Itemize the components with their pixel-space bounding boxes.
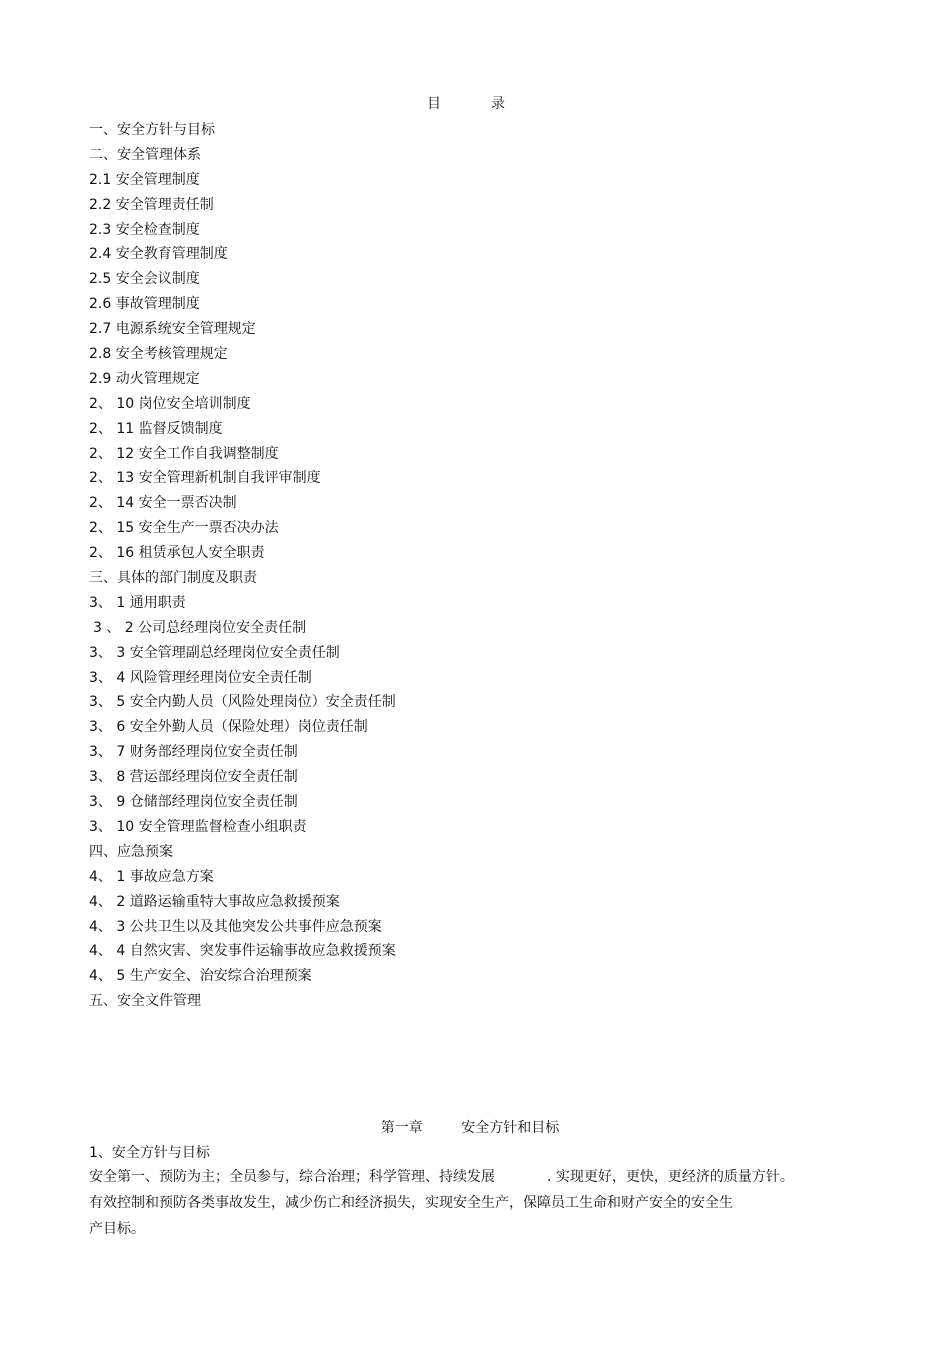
toc-item: 三、具体的部门制度及职责	[89, 570, 257, 587]
toc-item: 一、安全方针与目标	[89, 122, 215, 138]
toc-item: 2、 14 安全一票否决制	[89, 495, 237, 512]
toc-item: 五、安全文件管理	[89, 993, 201, 1010]
toc-item: 2、 12 安全工作自我调整制度	[89, 445, 279, 462]
toc-item: 2.8 安全考核管理规定	[89, 346, 228, 363]
paragraph-goal-end: 产目标。	[89, 1221, 145, 1237]
toc-item: 4、 5 生产安全、治安综合治理预案	[89, 968, 312, 985]
toc-item: 4、 4 自然灾害、突发事件运输事故应急救援预案	[89, 943, 396, 960]
toc-item: 3、 9 仓储部经理岗位安全责任制	[89, 794, 298, 811]
section-heading: 1、安全方针与目标	[89, 1145, 210, 1161]
table-of-contents	[89, 118, 396, 1014]
toc-item: 2.9 动火管理规定	[89, 370, 200, 387]
toc-item: 2、 15 安全生产一票否决办法	[89, 520, 279, 537]
toc-item: 3、 5 安全内勤人员（风险处理岗位）安全责任制	[89, 694, 396, 711]
toc-item: 2、 11 监督反馈制度	[89, 420, 223, 437]
toc-title: 目 录	[427, 96, 523, 112]
paragraph-goal: 有效控制和预防各类事故发生，减少伤亡和经济损失，实现安全生产，保障员工生命和财产安全的安全生	[89, 1195, 733, 1211]
toc-item: 2.4 安全教育管理制度	[89, 246, 228, 263]
toc-item: 2、 16 租赁承包人安全职责	[89, 545, 265, 562]
toc-item: 3 、 2 公司总经理岗位安全责任制	[93, 619, 307, 636]
toc-item: 二、安全管理体系	[89, 146, 201, 163]
toc-item: 3、 8 营运部经理岗位安全责任制	[89, 769, 298, 786]
toc-item: 2.5 安全会议制度	[89, 271, 200, 288]
toc-item: 2.3 安全检查制度	[89, 221, 200, 238]
toc-item: 2、 10 岗位安全培训制度	[89, 395, 251, 412]
toc-item: 四、应急预案	[89, 843, 173, 860]
toc-item: 2.6 事故管理制度	[89, 296, 200, 313]
toc-item: 3、 6 安全外勤人员（保险处理）岗位责任制	[89, 719, 368, 736]
toc-item: 3、 3 安全管理副总经理岗位安全责任制	[89, 644, 340, 661]
toc-item: 4、 3 公共卫生以及其他突发公共事件应急预案	[89, 918, 382, 935]
toc-item: 3、 7 财务部经理岗位安全责任制	[89, 744, 298, 761]
toc-item: 4、 1 事故应急方案	[89, 868, 214, 885]
toc-item: 4、 2 道路运输重特大事故应急救援预案	[89, 893, 340, 910]
toc-item: 2.1 安全管理制度	[89, 171, 200, 188]
policy-text-part2: . 实现更好，更快，更经济的质量方针。	[547, 1169, 794, 1185]
policy-text-part1: 安全第一、预防为主；全员参与，综合治理；科学管理、持续发展	[89, 1169, 495, 1185]
chapter-title	[0, 1117, 940, 1137]
paragraph-policy	[89, 1166, 794, 1186]
toc-item: 3、 4 风险管理经理岗位安全责任制	[89, 669, 312, 686]
toc-item: 2.7 电源系统安全管理规定	[89, 321, 256, 338]
chapter-number: 第一章	[380, 1120, 423, 1136]
chapter-name: 安全方针和目标	[461, 1120, 560, 1136]
toc-item: 3、 1 通用职责	[89, 594, 186, 611]
toc-item: 3、 10 安全管理监督检查小组职责	[89, 818, 307, 835]
toc-item: 2、 13 安全管理新机制自我评审制度	[89, 470, 321, 487]
toc-item: 2.2 安全管理责任制	[89, 196, 214, 213]
